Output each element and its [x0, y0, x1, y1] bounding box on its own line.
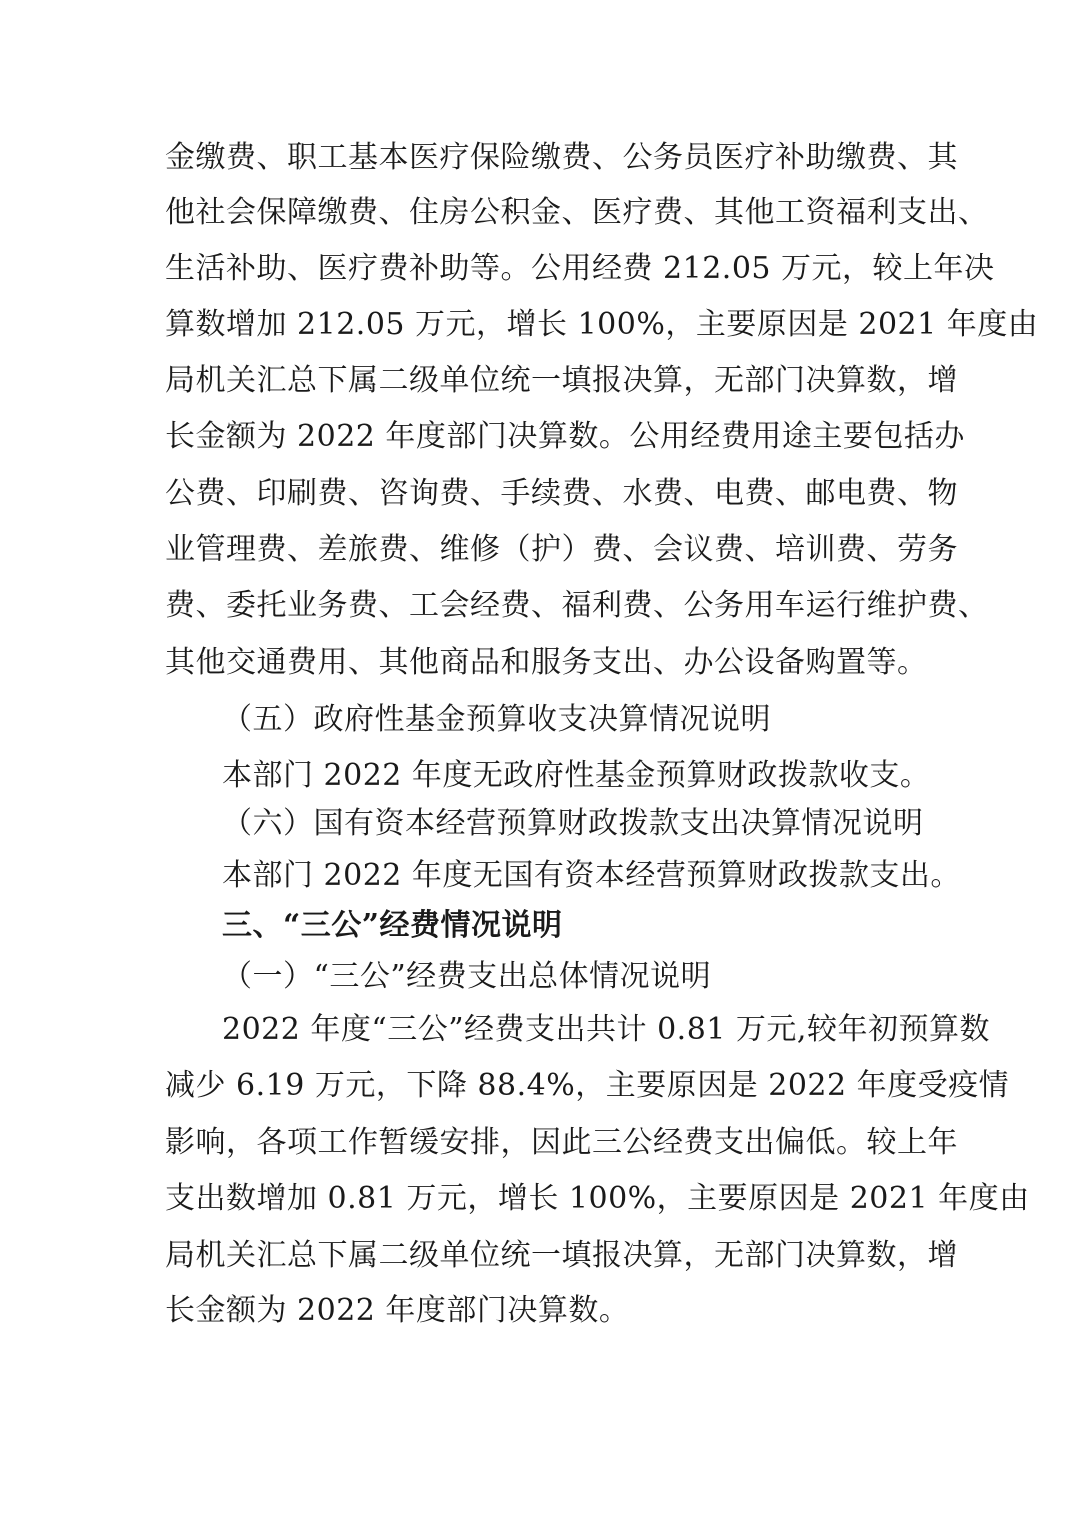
paragraph-line: 其他交通费用、其他商品和服务支出、办公设备购置等。 — [165, 645, 928, 680]
paragraph-line: 他社会保障缴费、住房公积金、医疗费、其他工资福利支出、 — [165, 195, 989, 230]
subheading-five: （五）政府性基金预算收支决算情况说明 — [222, 702, 771, 737]
subheading-six: （六）国有资本经营预算财政拨款支出决算情况说明 — [222, 806, 924, 841]
paragraph-line: 影响，各项工作暂缓安排，因此三公经费支出偏低。较上年 — [165, 1125, 958, 1160]
paragraph-line: 生活补助、医疗费补助等。公用经费 212.05 万元，较上年决 — [165, 251, 995, 286]
paragraph-line: 算数增加 212.05 万元，增长 100%，主要原因是 2021 年度由 — [165, 307, 1039, 342]
paragraph-line: 长金额为 2022 年度部门决算数。 — [165, 1293, 630, 1328]
paragraph-line: 公费、印刷费、咨询费、手续费、水费、电费、邮电费、物 — [165, 476, 958, 511]
paragraph-line: 支出数增加 0.81 万元，增长 100%，主要原因是 2021 年度由 — [165, 1181, 1030, 1216]
paragraph-line: 费、委托业务费、工会经费、福利费、公务用车运行维护费、 — [165, 588, 989, 623]
paragraph-line: 减少 6.19 万元，下降 88.4%，主要原因是 2022 年度受疫情 — [165, 1068, 1010, 1103]
paragraph-line: 长金额为 2022 年度部门决算数。公用经费用途主要包括办 — [165, 419, 965, 454]
section-heading-three: 三、“三公”经费情况说明 — [222, 908, 563, 943]
paragraph-five: 本部门 2022 年度无政府性基金预算财政拨款收支。 — [222, 758, 931, 793]
paragraph-line: 局机关汇总下属二级单位统一填报决算，无部门决算数，增 — [165, 1238, 958, 1273]
paragraph-line: 局机关汇总下属二级单位统一填报决算，无部门决算数，增 — [165, 363, 958, 398]
paragraph-six: 本部门 2022 年度无国有资本经营预算财政拨款支出。 — [222, 858, 961, 893]
paragraph-line: 2022 年度“三公”经费支出共计 0.81 万元,较年初预算数 — [222, 1012, 990, 1047]
paragraph-line: 金缴费、职工基本医疗保险缴费、公务员医疗补助缴费、其 — [165, 140, 958, 175]
subheading-one: （一）“三公”经费支出总体情况说明 — [222, 959, 712, 994]
paragraph-line: 业管理费、差旅费、维修（护）费、会议费、培训费、劳务 — [165, 532, 958, 567]
